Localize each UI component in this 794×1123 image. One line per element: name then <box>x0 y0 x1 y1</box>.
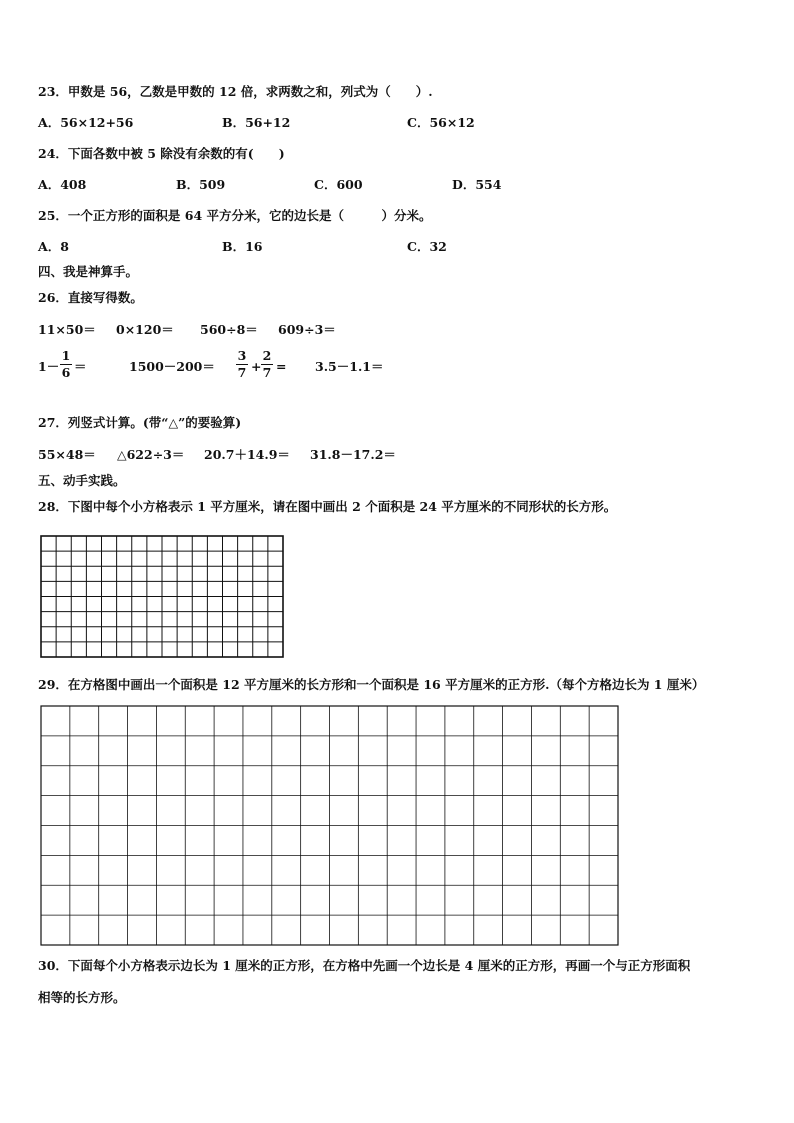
section-5-heading: 五、动手实践。 <box>38 473 126 488</box>
q26-item-7-equals: = <box>276 359 287 374</box>
q30-stem-line-2: 相等的长方形。 <box>38 990 126 1005</box>
q27-item-1: 55×48＝ <box>38 447 96 462</box>
q25-option-a: A．8 <box>38 239 69 254</box>
q23-stem: 23．甲数是 56，乙数是甲数的 12 倍，求两数之和，列式为（ ）. <box>38 84 433 99</box>
q26-item-8: 3.5－1.1＝ <box>315 359 384 374</box>
q25-stem: 25．一个正方形的面积是 64 平方分米，它的边长是（ ）分米。 <box>38 208 432 223</box>
q24-option-a: A．408 <box>38 177 87 192</box>
q26-fraction-3-7 <box>236 349 248 380</box>
q26-item-6: 1500－200＝ <box>129 359 215 374</box>
q28-square-grid <box>40 535 284 658</box>
q26-item-4: 609÷3＝ <box>278 322 336 337</box>
q29-square-grid <box>40 705 619 946</box>
q24-stem: 24．下面各数中被 5 除没有余数的有( ) <box>38 146 285 161</box>
q24-option-b: B．509 <box>176 177 226 192</box>
fraction-denominator: 7 <box>262 365 272 380</box>
q26-item-3: 560÷8＝ <box>200 322 258 337</box>
q23-option-b: B．56+12 <box>222 115 291 130</box>
q24-option-c: C．600 <box>314 177 363 192</box>
q27-item-4: 31.8－17.2＝ <box>310 447 396 462</box>
q26-fraction-2-7 <box>261 349 273 380</box>
q26-item-5-whole: 1－ <box>38 359 60 374</box>
q27-stem: 27．列竖式计算。(带“△”的要验算) <box>38 415 242 430</box>
q28-stem: 28．下图中每个小方格表示 1 平方厘米，请在图中画出 2 个面积是 24 平方厘米的不同形状的长方形。 <box>38 499 617 514</box>
q26-fraction-1-6 <box>60 349 72 380</box>
q26-stem: 26．直接写得数。 <box>38 290 143 305</box>
fraction-denominator: 7 <box>237 365 247 380</box>
fraction-numerator: 3 <box>237 348 247 363</box>
section-4-heading: 四、我是神算手。 <box>38 264 139 279</box>
fraction-numerator: 2 <box>262 348 272 363</box>
q27-item-2: △622÷3＝ <box>117 447 185 462</box>
q23-option-c: C．56×12 <box>407 115 475 130</box>
fraction-denominator: 6 <box>61 365 71 380</box>
q26-item-7-plus: + <box>251 359 262 374</box>
q25-option-b: B．16 <box>222 239 263 254</box>
q26-item-1: 11×50＝ <box>38 322 96 337</box>
q29-stem: 29．在方格图中画出一个面积是 12 平方厘米的长方形和一个面积是 16 平方厘米的正方形.（每个方格边长为 1 厘米） <box>38 677 705 692</box>
q24-option-d: D．554 <box>452 177 502 192</box>
q23-option-a: A．56×12+56 <box>38 115 134 130</box>
q25-option-c: C．32 <box>407 239 447 254</box>
q26-item-2: 0×120＝ <box>116 322 174 337</box>
q30-stem-line-1: 30．下面每个小方格表示边长为 1 厘米的正方形，在方格中先画一个边长是 4 厘米的正方形，再画一个与正方形面积 <box>38 958 691 973</box>
q26-item-5-equals: ＝ <box>74 359 87 374</box>
q27-item-3: 20.7＋14.9＝ <box>204 447 290 462</box>
fraction-numerator: 1 <box>61 348 71 363</box>
